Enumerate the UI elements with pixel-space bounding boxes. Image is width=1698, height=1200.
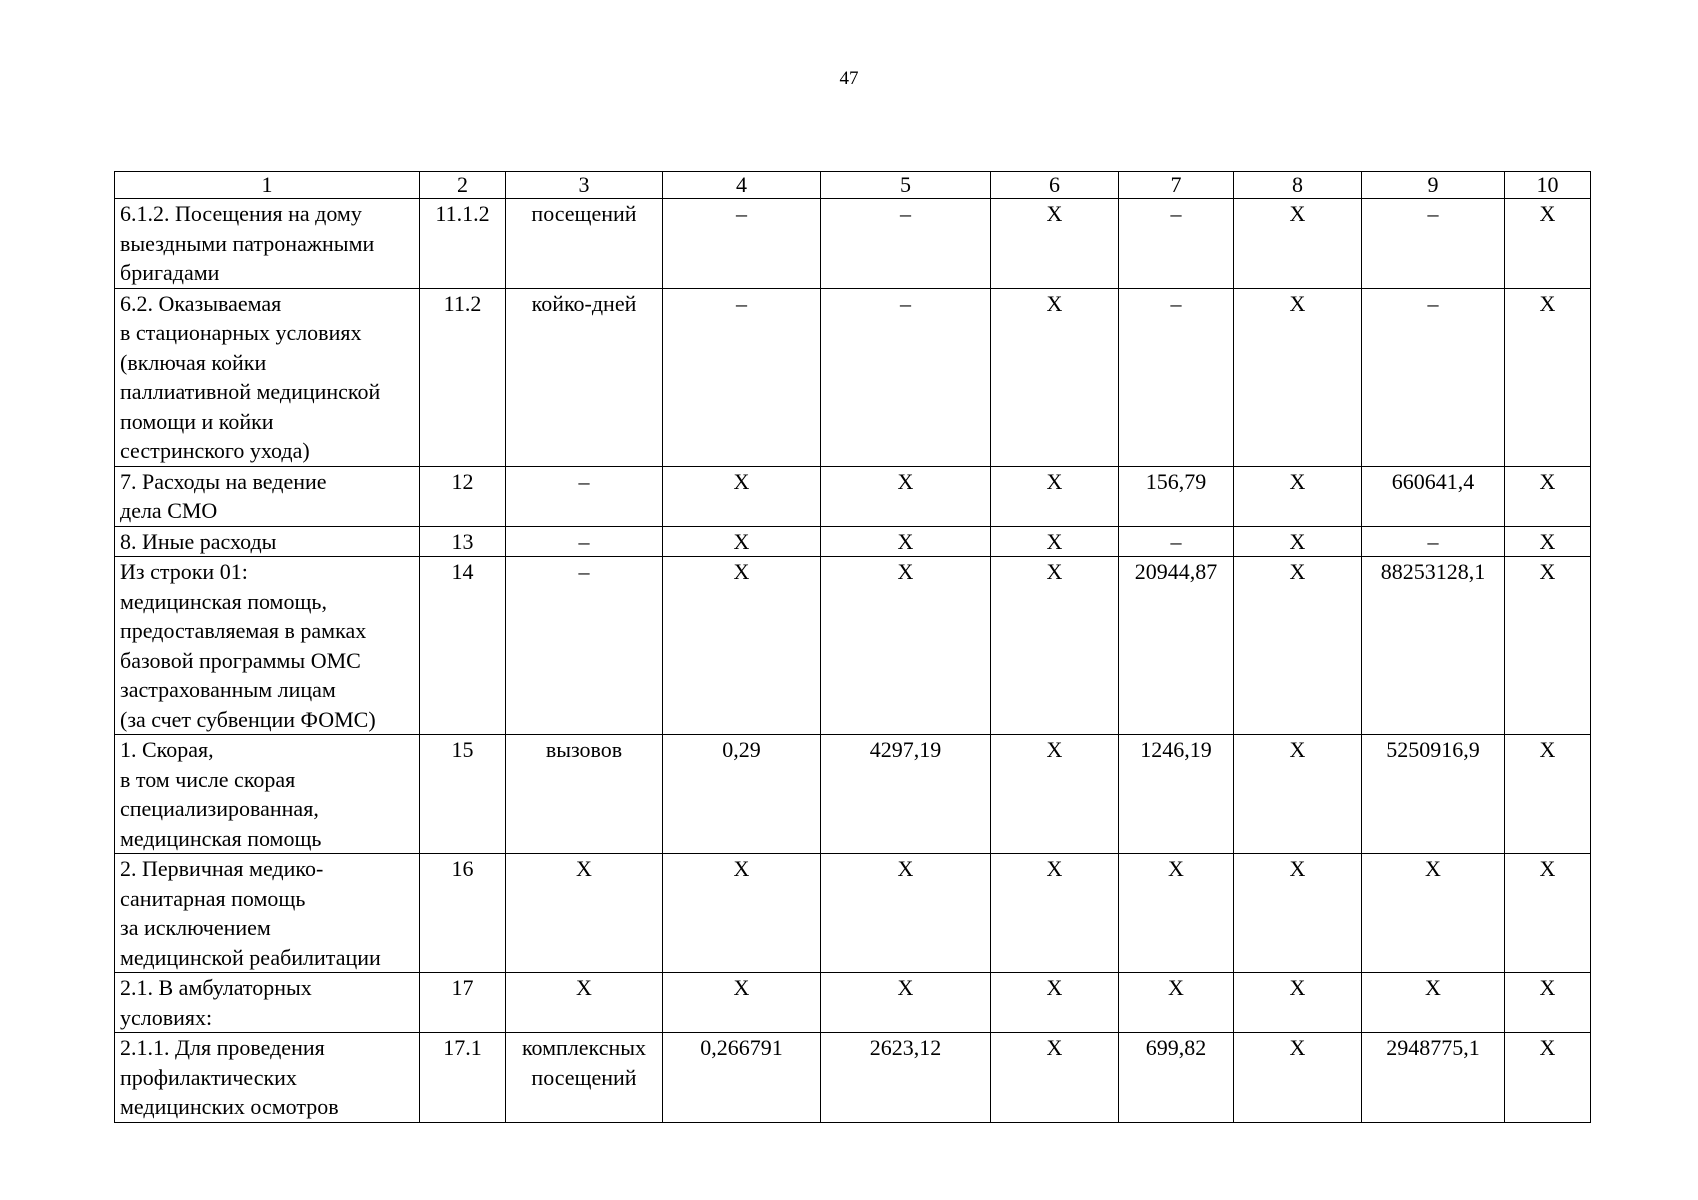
- table-cell: X: [821, 466, 991, 526]
- table-cell: 2948775,1: [1362, 1033, 1505, 1123]
- table-cell: X: [1119, 973, 1234, 1033]
- table-row: [115, 557, 1591, 735]
- row-label: 6.2. Оказываемая в стационарных условиях (включая койки паллиативной медицинской помощи и койки сестринского ухода): [115, 288, 420, 466]
- table-row: [115, 1033, 1591, 1123]
- column-header: 10: [1505, 172, 1591, 199]
- table-row: [115, 526, 1591, 557]
- table-cell: 1246,19: [1119, 735, 1234, 854]
- table-cell: X: [663, 466, 821, 526]
- table-row: [115, 199, 1591, 289]
- table-cell: X: [663, 854, 821, 973]
- table-cell: X: [1119, 854, 1234, 973]
- table-cell: 699,82: [1119, 1033, 1234, 1123]
- table-cell: 17.1: [420, 1033, 506, 1123]
- row-label: Из строки 01: медицинская помощь, предоставляемая в рамках базовой программы ОМС застрахованным лицам (за счет субвенции ФОМС): [115, 557, 420, 735]
- table-cell: 13: [420, 526, 506, 557]
- table-cell: –: [1119, 526, 1234, 557]
- table-row: [115, 854, 1591, 973]
- table-cell: 5250916,9: [1362, 735, 1505, 854]
- column-header: 5: [821, 172, 991, 199]
- table-cell: X: [506, 854, 663, 973]
- table-cell: X: [1505, 557, 1591, 735]
- table-cell: X: [991, 199, 1119, 289]
- table-cell: X: [1234, 854, 1362, 973]
- row-label: 6.1.2. Посещения на дому выездными патронажными бригадами: [115, 199, 420, 289]
- table-cell: –: [506, 466, 663, 526]
- table-cell: 11.2: [420, 288, 506, 466]
- table-cell: X: [663, 526, 821, 557]
- table-cell: 20944,87: [1119, 557, 1234, 735]
- table-cell: –: [506, 526, 663, 557]
- table-cell: X: [1505, 288, 1591, 466]
- table-row: [115, 466, 1591, 526]
- table-cell: X: [991, 735, 1119, 854]
- table-cell: X: [1505, 973, 1591, 1033]
- table-cell: X: [1505, 854, 1591, 973]
- table-cell: 16: [420, 854, 506, 973]
- table-cell: –: [663, 288, 821, 466]
- table-row: [115, 973, 1591, 1033]
- table-cell: –: [1119, 288, 1234, 466]
- table-cell: X: [991, 557, 1119, 735]
- column-header: 8: [1234, 172, 1362, 199]
- table-cell: X: [991, 288, 1119, 466]
- table-cell: X: [991, 854, 1119, 973]
- table-cell: X: [1234, 199, 1362, 289]
- table-cell: –: [1362, 199, 1505, 289]
- table-cell: X: [1234, 557, 1362, 735]
- table-cell: X: [1362, 854, 1505, 973]
- table-cell: X: [991, 526, 1119, 557]
- table-cell: 156,79: [1119, 466, 1234, 526]
- row-label: 2.1. В амбулаторных условиях:: [115, 973, 420, 1033]
- table-cell: 11.1.2: [420, 199, 506, 289]
- table-cell: посещений: [506, 199, 663, 289]
- column-header: 9: [1362, 172, 1505, 199]
- table-cell: X: [821, 557, 991, 735]
- row-label: 2. Первичная медико- санитарная помощь за исключением медицинской реабилитации: [115, 854, 420, 973]
- table-cell: X: [506, 973, 663, 1033]
- table-cell: комплексных посещений: [506, 1033, 663, 1123]
- table-cell: X: [1505, 1033, 1591, 1123]
- table-cell: 12: [420, 466, 506, 526]
- column-header: 4: [663, 172, 821, 199]
- table-cell: X: [821, 973, 991, 1033]
- page-number: 47: [839, 68, 859, 89]
- table-row: [115, 288, 1591, 466]
- table-cell: –: [506, 557, 663, 735]
- table-cell: койко-дней: [506, 288, 663, 466]
- table-cell: 14: [420, 557, 506, 735]
- table-cell: 2623,12: [821, 1033, 991, 1123]
- row-label: 2.1.1. Для проведения профилактических медицинских осмотров: [115, 1033, 420, 1123]
- table-cell: X: [1505, 735, 1591, 854]
- data-table: [114, 171, 1591, 1123]
- table-cell: 15: [420, 735, 506, 854]
- table-header-row: [115, 172, 1591, 199]
- table-row: [115, 735, 1591, 854]
- table-cell: 17: [420, 973, 506, 1033]
- table-cell: X: [991, 1033, 1119, 1123]
- table-cell: 0,29: [663, 735, 821, 854]
- row-label: 8. Иные расходы: [115, 526, 420, 557]
- table-cell: X: [1234, 973, 1362, 1033]
- table-cell: –: [1362, 526, 1505, 557]
- table-cell: X: [1505, 199, 1591, 289]
- table-cell: 4297,19: [821, 735, 991, 854]
- table-cell: 0,266791: [663, 1033, 821, 1123]
- table-cell: X: [663, 973, 821, 1033]
- table-cell: 88253128,1: [1362, 557, 1505, 735]
- table-cell: X: [1505, 466, 1591, 526]
- table-cell: X: [821, 526, 991, 557]
- table-cell: –: [821, 288, 991, 466]
- table-cell: X: [1234, 526, 1362, 557]
- row-label: 7. Расходы на ведение дела СМО: [115, 466, 420, 526]
- table-cell: X: [991, 466, 1119, 526]
- table-cell: X: [1234, 735, 1362, 854]
- table-cell: вызовов: [506, 735, 663, 854]
- table-cell: –: [1119, 199, 1234, 289]
- table-cell: X: [1234, 1033, 1362, 1123]
- column-header: 6: [991, 172, 1119, 199]
- column-header: 3: [506, 172, 663, 199]
- table-cell: X: [1505, 526, 1591, 557]
- column-header: 7: [1119, 172, 1234, 199]
- table-cell: X: [1234, 288, 1362, 466]
- column-header: 1: [115, 172, 420, 199]
- table-cell: –: [1362, 288, 1505, 466]
- row-label: 1. Скорая, в том числе скорая специализированная, медицинская помощь: [115, 735, 420, 854]
- table-cell: X: [663, 557, 821, 735]
- table-cell: –: [821, 199, 991, 289]
- table-cell: X: [1362, 973, 1505, 1033]
- column-header: 2: [420, 172, 506, 199]
- table-cell: X: [991, 973, 1119, 1033]
- table-cell: X: [821, 854, 991, 973]
- table-cell: X: [1234, 466, 1362, 526]
- table-cell: –: [663, 199, 821, 289]
- table-cell: 660641,4: [1362, 466, 1505, 526]
